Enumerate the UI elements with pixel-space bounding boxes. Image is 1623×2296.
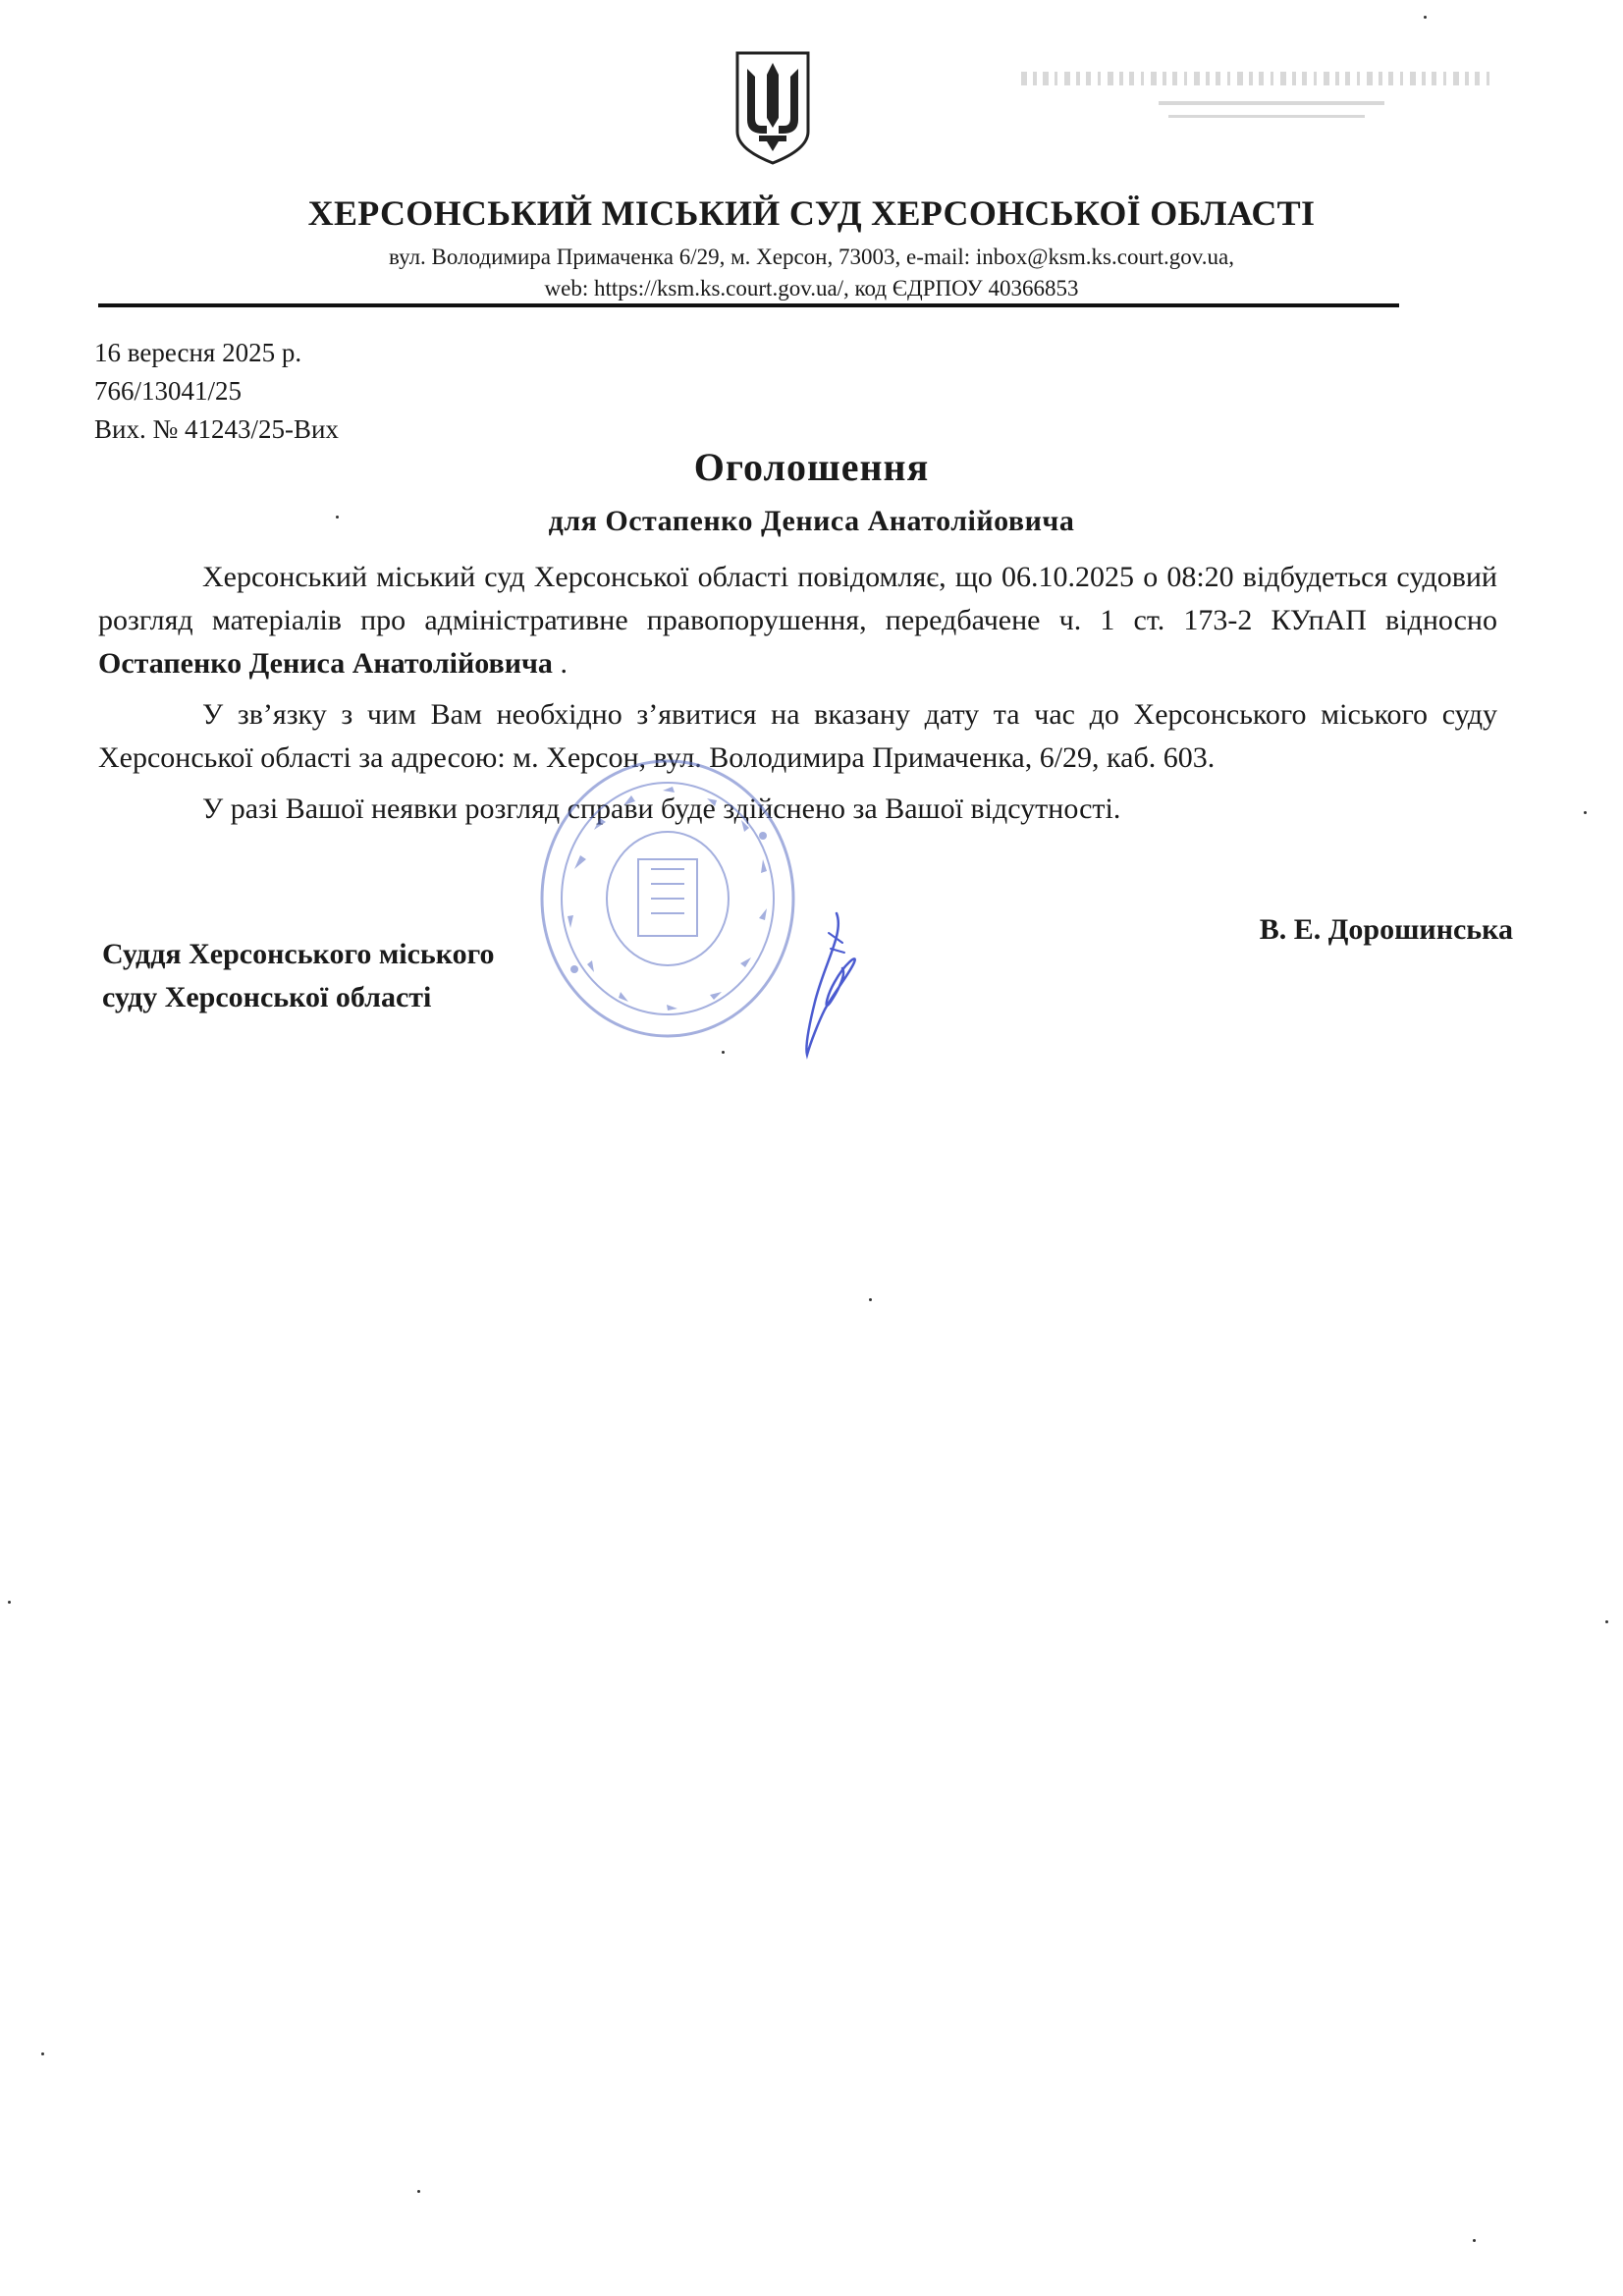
address-line-1: вул. Володимира Примаченка 6/29, м. Херсон, 73003, e-mail: inbox@ksm.ks.court.gov.ua,: [389, 245, 1234, 269]
judge-position: [102, 933, 495, 1019]
outgoing-number: Вих. № 41243/25-Вих: [94, 414, 339, 444]
header-divider: [98, 303, 1399, 307]
paragraph-3: У разі Вашої неявки розгляд справи буде здійснено за Вашої відсутності.: [202, 793, 1121, 825]
court-address: [0, 242, 1623, 304]
court-name-heading: ХЕРСОНСЬКИЙ МІСЬКИЙ СУД ХЕРСОНСЬКОЇ ОБЛАСТІ: [307, 193, 1316, 233]
scan-speck: [1424, 16, 1427, 19]
paragraph-1-text: Херсонський міський суд Херсонської області повідомляє, що 06.10.2025 о 08:20 відбудеться судовий розгляд матеріалів про адміністративне правопорушення, передбачене ч. 1 ст. 173-2 КУпАП відносно: [98, 561, 1497, 636]
scan-speck: [8, 1601, 11, 1604]
judge-position-line-1: Суддя Херсонського міського: [102, 938, 495, 970]
defendant-name: Остапенко Дениса Анатолійовича: [98, 647, 553, 680]
scan-speck: [41, 2052, 44, 2055]
judge-signature-icon: [785, 903, 874, 1061]
judge-position-line-2: суду Херсонської області: [102, 981, 432, 1013]
paragraph-1-end: .: [552, 647, 568, 680]
scan-speck: [336, 516, 339, 519]
scan-speck: [1473, 2239, 1476, 2242]
scan-speck: [417, 2190, 420, 2193]
addressee-line: для Остапенко Дениса Анатолійовича: [548, 505, 1075, 537]
registration-mark: [1011, 54, 1522, 142]
scan-speck: [1605, 1620, 1608, 1623]
document-title: Оголошення: [693, 445, 930, 489]
scan-speck: [722, 1051, 725, 1054]
document-meta: [94, 334, 339, 449]
judge-name: В. Е. Дорошинська: [1259, 913, 1513, 946]
scan-speck: [1584, 811, 1587, 814]
court-stamp-icon: [535, 751, 800, 1046]
paragraph-2: У зв’язку з чим Вам необхідно з’явитися на вказану дату та час до Херсонського міського суду Херсонської області за адресою: м. Херсон, вул. Володимира Примаченка, 6/29, каб. 603.: [98, 698, 1497, 774]
case-number: 766/13041/25: [94, 376, 243, 406]
document-date: 16 вересня 2025 р.: [94, 338, 302, 367]
address-line-2: web: https://ksm.ks.court.gov.ua/, код ЄДРПОУ 40366853: [544, 276, 1079, 301]
trident-emblem-icon: [731, 49, 814, 167]
paragraph-1: [98, 556, 1497, 685]
scan-speck: [869, 1298, 872, 1301]
